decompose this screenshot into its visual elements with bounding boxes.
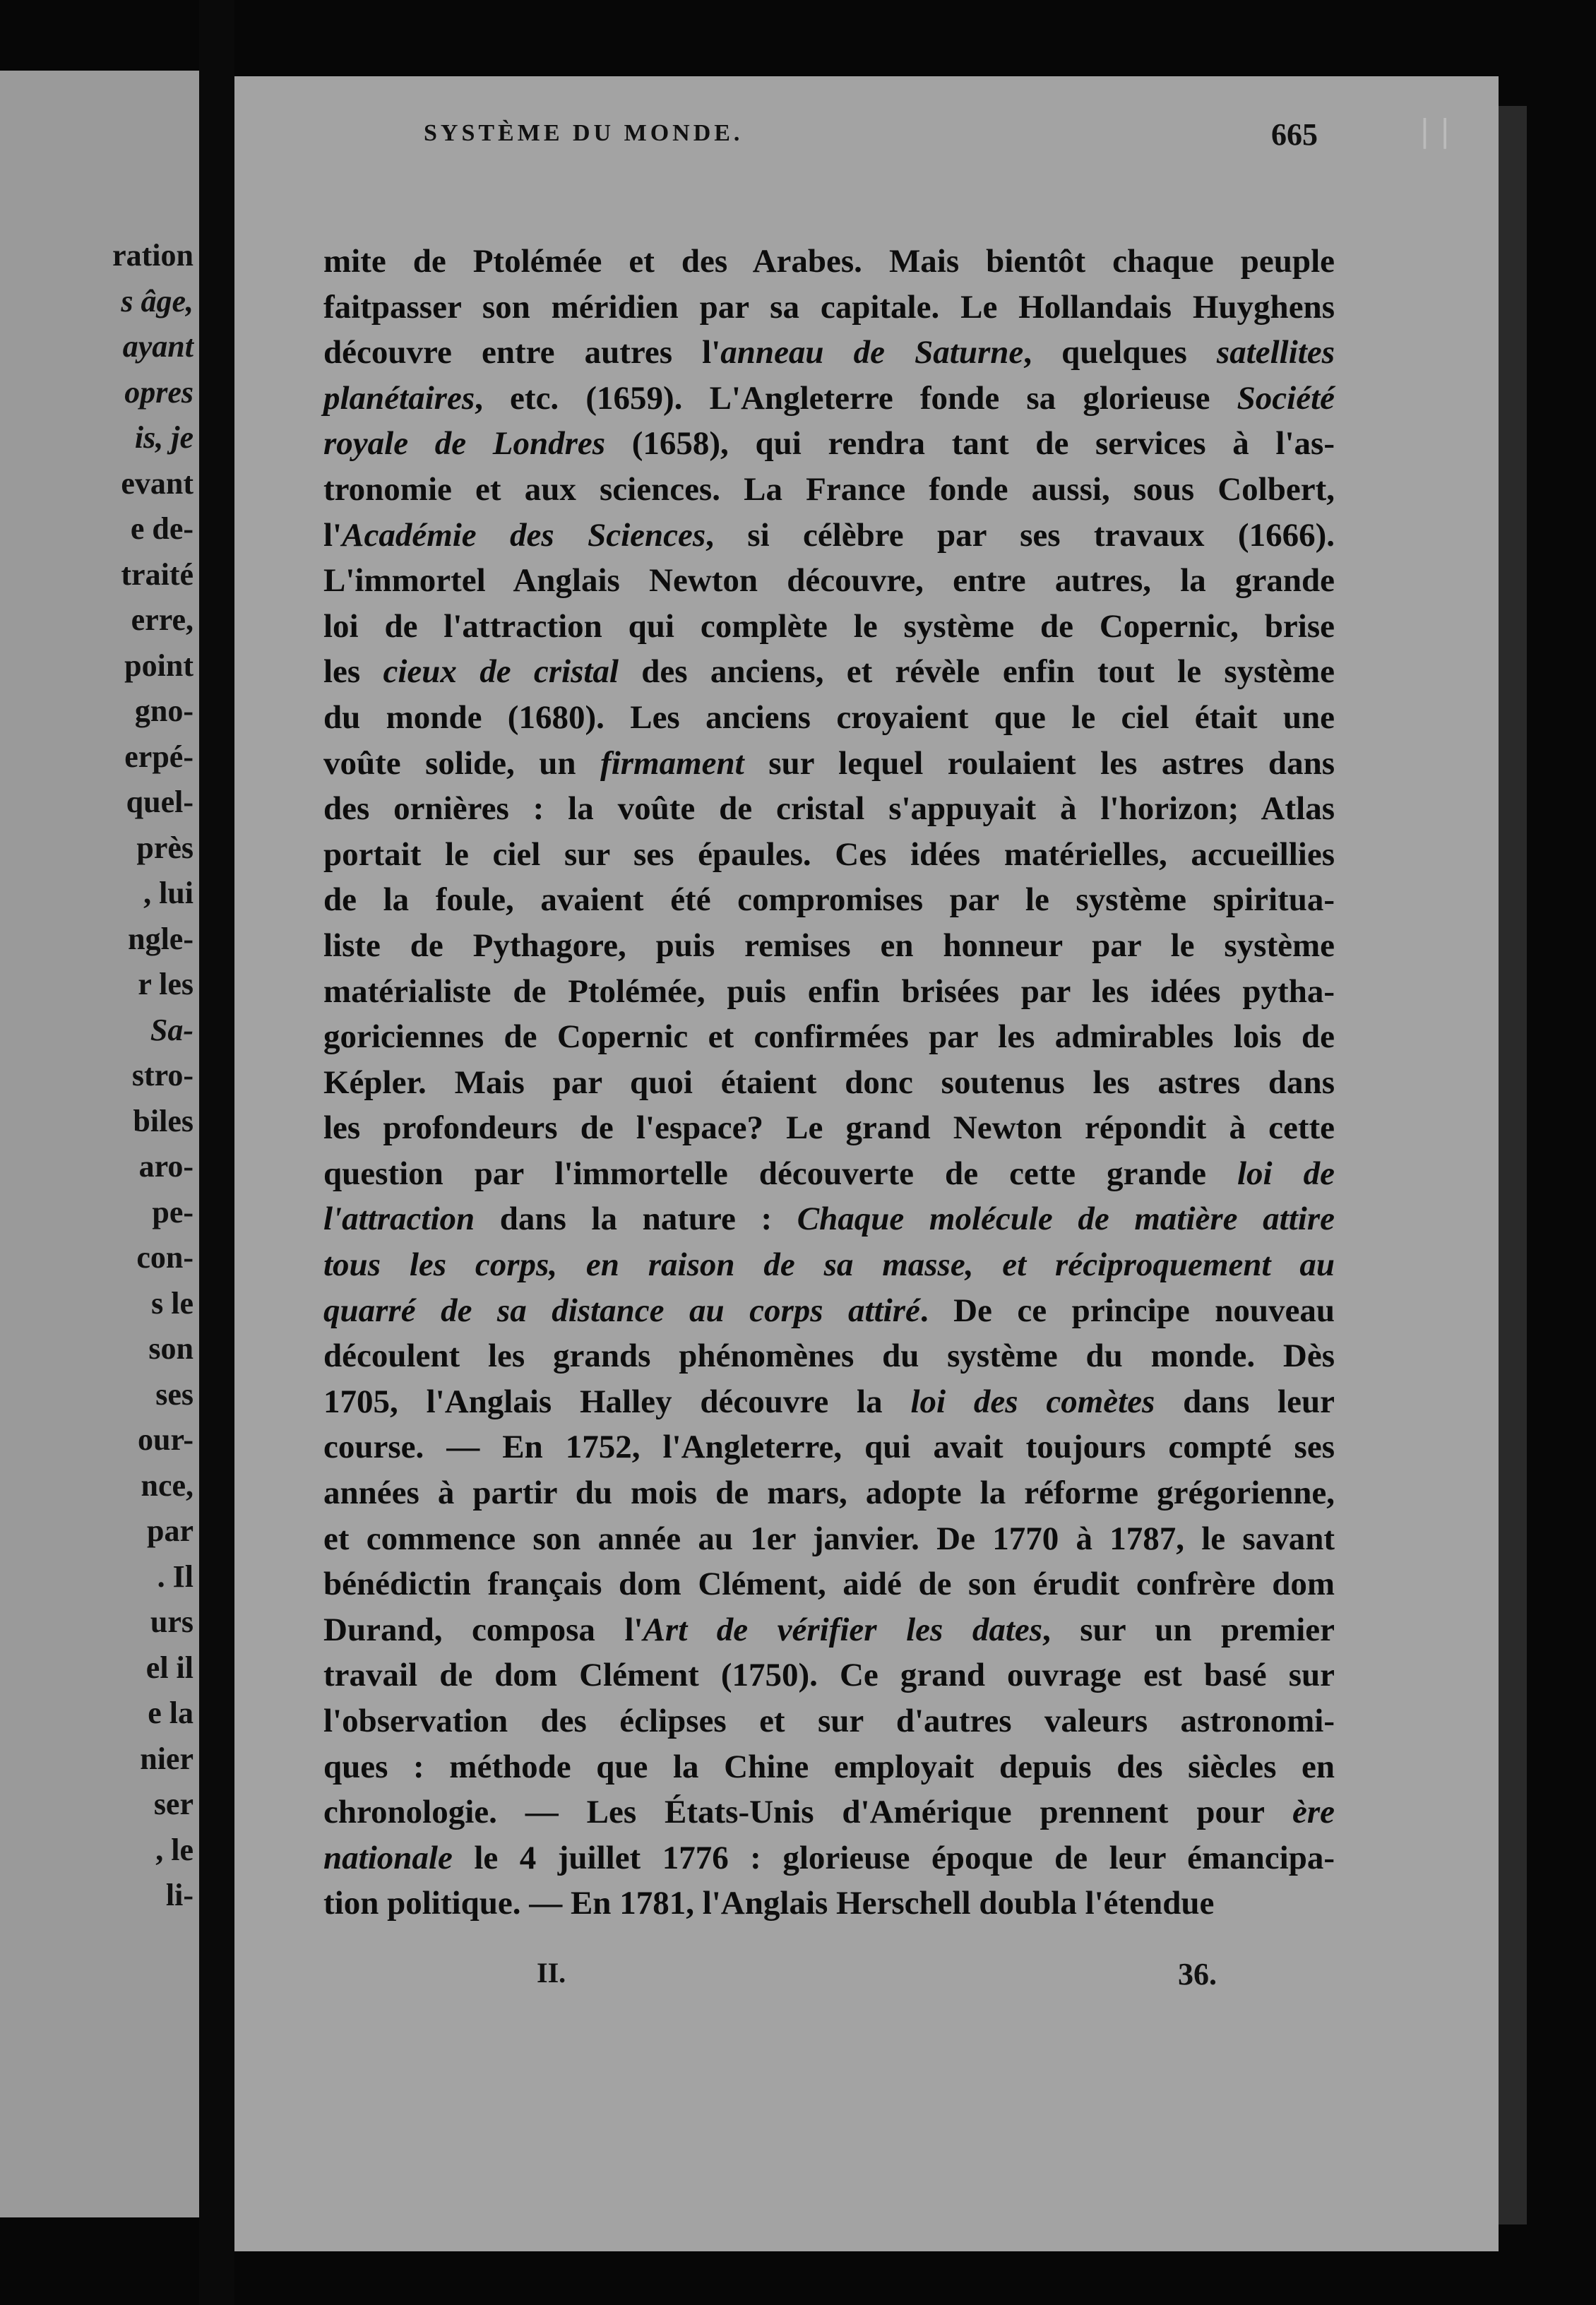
- left-page-fragment: ngle-: [128, 921, 193, 956]
- text-segment: dans leur: [1155, 1383, 1335, 1420]
- text-segment: découvre entre autres l': [323, 334, 721, 371]
- left-page-fragment: con-: [136, 1240, 193, 1275]
- text-line: [323, 1379, 1335, 1425]
- text-segment: le 4 juillet 1776 : glorieuse époque de leur émancipa-: [452, 1839, 1335, 1876]
- italic-text-segment: tous les corps, en raison de sa masse, et réciproquement au: [323, 1246, 1335, 1284]
- text-segment: des ornières : la voûte de cristal s'appuyait à l'horizon; Atlas: [323, 790, 1335, 828]
- text-segment: L'immortel Anglais Newton découvre, entre autres, la grande: [323, 562, 1335, 600]
- left-page-fragment: son: [148, 1331, 193, 1366]
- left-page-fragment: nier: [140, 1741, 193, 1776]
- italic-text-segment: cieux de cristal: [383, 653, 619, 691]
- text-line: [323, 1470, 1335, 1516]
- text-segment: , sur un premier: [1042, 1611, 1335, 1648]
- text-line: [323, 1881, 1335, 1926]
- left-page-fragment: e de-: [130, 511, 193, 546]
- text-segment: les profondeurs de l'espace? Le grand Newton répondit à cette: [323, 1109, 1335, 1147]
- italic-text-segment: firmament: [600, 744, 744, 782]
- text-line: [323, 1288, 1335, 1334]
- left-page-fragment: , le: [155, 1832, 193, 1867]
- text-line: [323, 376, 1335, 422]
- text-segment: portait le ciel sur ses épaules. Ces idées matérielles, accueillies: [323, 835, 1335, 873]
- text-line: [323, 695, 1335, 741]
- left-page-fragment: . Il: [157, 1559, 193, 1594]
- text-segment: et commence son année au 1er janvier. De 1770 à 1787, le savant: [323, 1520, 1335, 1557]
- text-segment: question par l'immortelle découverte de cette grande: [323, 1155, 1237, 1192]
- page-edge-shadow: [1499, 106, 1527, 2224]
- text-segment: découlent les grands phénomènes du système du monde. Dès: [323, 1338, 1335, 1375]
- text-segment: , quelques: [1023, 334, 1217, 371]
- text-line: [323, 1242, 1335, 1288]
- text-segment: dans la nature :: [475, 1201, 797, 1238]
- italic-text-segment: nationale: [323, 1839, 453, 1876]
- page-number: 665: [1271, 117, 1318, 152]
- text-segment: l'observation des éclipses et sur d'autres valeurs astronomi-: [323, 1703, 1335, 1739]
- left-page-fragment: s âge,: [121, 283, 193, 318]
- text-line: [323, 1151, 1335, 1197]
- left-page-fragment: nce,: [141, 1467, 193, 1503]
- text-line: [323, 1607, 1335, 1653]
- text-segment: liste de Pythagore, puis remises en honneur par le système: [323, 927, 1335, 964]
- left-page-fragment: aro-: [138, 1149, 193, 1184]
- text-line: [323, 1014, 1335, 1060]
- text-segment: mite de Ptolémée et des Arabes. Mais bientôt chaque peuple: [323, 243, 1335, 280]
- text-segment: , etc. (1659). L'Angleterre fonde sa glorieuse: [475, 379, 1237, 417]
- text-segment: des anciens, et révèle enfin tout le système: [618, 653, 1335, 691]
- left-page-fragment: point: [124, 648, 193, 683]
- left-page-fragment: r les: [138, 967, 193, 1001]
- left-page-fragment: erre,: [131, 602, 193, 637]
- left-page-fragment: biles: [133, 1103, 193, 1138]
- text-line: [323, 1196, 1335, 1242]
- text-segment: Durand, composa l': [323, 1611, 643, 1648]
- italic-text-segment: satellites: [1216, 334, 1335, 371]
- text-segment: Képler. Mais par quoi étaient donc soutenus les astres dans: [323, 1064, 1335, 1101]
- italic-text-segment: quarré de sa distance au corps attiré: [323, 1292, 920, 1329]
- left-page-fragment: ration: [112, 238, 193, 273]
- left-page-fragment: evant: [121, 465, 193, 501]
- body-text: [323, 239, 1335, 1926]
- text-line: [323, 467, 1335, 513]
- text-segment: matérialiste de Ptolémée, puis enfin brisées par les idées pytha-: [323, 972, 1335, 1010]
- left-page-fragment: gno-: [134, 693, 193, 728]
- sheet-number: 36.: [1178, 1957, 1217, 1991]
- text-segment: 1705, l'Anglais Halley découvre la: [323, 1383, 911, 1420]
- text-line: [323, 1744, 1335, 1790]
- text-segment: loi de l'attraction qui complète le système de Copernic, brise: [323, 607, 1335, 645]
- left-page-text-fragments: [0, 233, 193, 1919]
- signature-mark: II.: [537, 1957, 566, 1989]
- text-line: [323, 1789, 1335, 1835]
- left-page-fragment: , lui: [143, 876, 193, 910]
- text-line: [323, 969, 1335, 1015]
- text-line: [323, 741, 1335, 787]
- text-segment: , si célèbre par ses travaux (1666).: [705, 516, 1335, 554]
- text-line: [323, 877, 1335, 923]
- text-segment: du monde (1680). Les anciens croyaient que le ciel était une: [323, 698, 1335, 736]
- text-segment: goriciennes de Copernic et confirmées par les admirables lois de: [323, 1018, 1335, 1056]
- left-page-fragment: ses: [155, 1376, 193, 1412]
- left-page-fragment: traité: [121, 556, 193, 592]
- text-segment: faitpasser son méridien par sa capitale. Le Hollandais Huyghens: [323, 288, 1335, 326]
- text-segment: tronomie et aux sciences. La France fonde aussi, sous Colbert,: [323, 470, 1335, 508]
- text-segment: les: [323, 653, 383, 691]
- left-page-fragment: s le: [151, 1285, 193, 1321]
- left-page-fragment: erpé-: [124, 739, 193, 774]
- text-segment: de la foule, avaient été compromises par le système spiritua-: [323, 881, 1335, 919]
- left-page-fragment: our-: [137, 1422, 193, 1457]
- left-facing-page: [0, 71, 199, 2217]
- text-line: [323, 1652, 1335, 1698]
- text-line: [323, 1333, 1335, 1379]
- left-page-fragment: opres: [124, 374, 193, 410]
- left-page-fragment: e la: [148, 1696, 193, 1730]
- text-line: [323, 421, 1335, 467]
- text-line: [323, 330, 1335, 376]
- text-line: [323, 923, 1335, 969]
- text-line: [323, 649, 1335, 695]
- text-segment: ques : méthode que la Chine employait depuis des siècles en: [323, 1748, 1335, 1785]
- text-line: [323, 1516, 1335, 1562]
- left-page-fragment: pe-: [152, 1194, 193, 1229]
- text-segment: voûte solide, un: [323, 744, 601, 782]
- text-line: [323, 1060, 1335, 1106]
- text-segment: sur lequel roulaient les astres dans: [744, 744, 1335, 782]
- text-line: [323, 1424, 1335, 1470]
- left-page-fragment: urs: [150, 1604, 193, 1639]
- italic-text-segment: royale de Londres: [323, 425, 606, 463]
- italic-text-segment: l'attraction: [323, 1201, 475, 1238]
- left-page-fragment: près: [136, 830, 193, 865]
- text-segment: course. — En 1752, l'Angleterre, qui avait toujours compté ses: [323, 1429, 1335, 1466]
- left-page-fragment: Sa-: [150, 1012, 193, 1047]
- text-segment: chronologie. — Les États-Unis d'Amérique prennent pour: [323, 1794, 1292, 1831]
- left-page-fragment: is, je: [134, 420, 193, 455]
- left-page-fragment: ayant: [122, 329, 193, 364]
- text-line: [323, 558, 1335, 604]
- italic-text-segment: Art de vérifier les dates: [643, 1611, 1043, 1648]
- book-gutter: [199, 0, 234, 2305]
- left-page-fragment: quel-: [126, 785, 193, 819]
- text-segment: (1658), qui rendra tant de services à l'as-: [605, 425, 1335, 463]
- margin-mark: | |: [1419, 113, 1451, 149]
- text-line: [323, 604, 1335, 650]
- italic-text-segment: planétaires: [323, 379, 475, 417]
- text-line: [323, 1835, 1335, 1881]
- italic-text-segment: loi des comètes: [910, 1383, 1155, 1420]
- text-line: [323, 1698, 1335, 1744]
- italic-text-segment: Chaque molécule de matière attire: [797, 1201, 1335, 1238]
- left-page-fragment: el il: [145, 1650, 193, 1685]
- left-page-fragment: li-: [165, 1878, 193, 1912]
- text-line: [323, 513, 1335, 559]
- text-segment: travail de dom Clément (1750). Ce grand ouvrage est basé sur: [323, 1657, 1335, 1694]
- left-page-fragment: stro-: [131, 1058, 193, 1092]
- running-head: SYSTÈME DU MONDE.: [424, 120, 744, 146]
- text-segment: l': [323, 516, 343, 554]
- italic-text-segment: loi de: [1237, 1155, 1335, 1192]
- italic-text-segment: ère: [1292, 1794, 1335, 1831]
- text-line: [323, 1105, 1335, 1151]
- text-line: [323, 1561, 1335, 1607]
- text-line: [323, 285, 1335, 330]
- text-line: [323, 832, 1335, 878]
- text-line: [323, 786, 1335, 832]
- text-segment: années à partir du mois de mars, adopte la réforme grégorienne,: [323, 1475, 1335, 1512]
- left-page-fragment: ser: [153, 1787, 193, 1821]
- italic-text-segment: Société: [1237, 379, 1335, 417]
- text-line: [323, 239, 1335, 285]
- italic-text-segment: anneau de Saturne: [720, 334, 1024, 371]
- italic-text-segment: Académie des Sciences: [342, 516, 706, 554]
- text-segment: . De ce principe nouveau: [919, 1292, 1335, 1329]
- text-segment: bénédictin français dom Clément, aidé de son érudit confrère dom: [323, 1566, 1335, 1603]
- text-segment: tion politique. — En 1781, l'Anglais Herschell doubla l'étendue: [323, 1885, 1215, 1922]
- left-page-fragment: par: [147, 1513, 193, 1548]
